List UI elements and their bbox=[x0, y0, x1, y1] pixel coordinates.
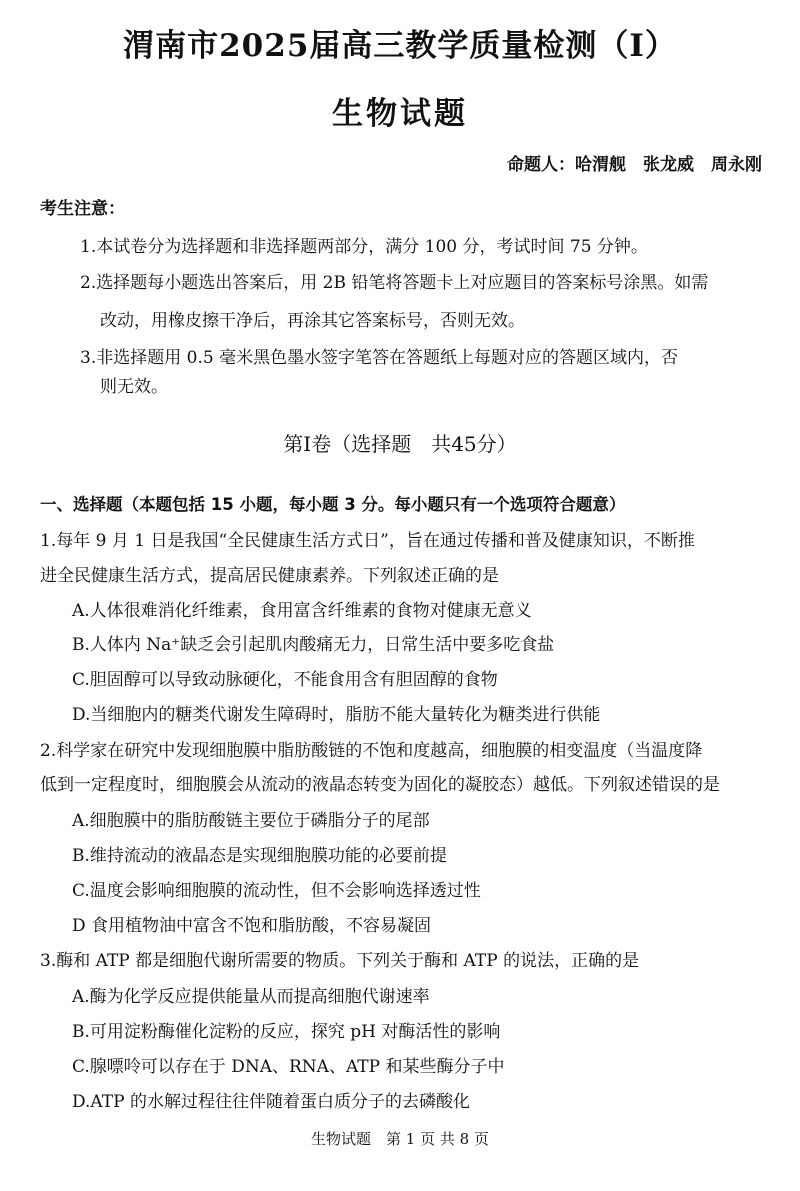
question-3-stem: 3.酶和 ATP 都是细胞代谢所需要的物质。下列关于酶和 ATP 的说法，正确的是 bbox=[40, 951, 640, 971]
question-1-stem-line-1: 1.每年 9 月 1 日是我国“全民健康生活方式日”，旨在通过传播和普及健康知识，不断推 bbox=[40, 531, 695, 551]
question-3-option-c: C.腺嘌呤可以存在于 DNA、RNA、ATP 和某些酶分子中 bbox=[72, 1057, 505, 1077]
question-2-stem-line-1: 2.科学家在研究中发现细胞膜中脂肪酸链的不饱和度越高，细胞膜的相变温度（当温度降 bbox=[40, 741, 703, 761]
question-3-option-d: D.ATP 的水解过程往往伴随着蛋白质分子的去磷酸化 bbox=[72, 1092, 470, 1112]
question-2-option-c: C.温度会影响细胞膜的流动性，但不会影响选择透过性 bbox=[72, 881, 481, 901]
notice-item-3: 3.非选择题用 0.5 毫米黑色墨水签字笔答在答题纸上每题对应的答题区域内，否 bbox=[80, 348, 679, 368]
question-3-option-a: A.酶为化学反应提供能量从而提高细胞代谢速率 bbox=[72, 987, 430, 1007]
question-1-option-c: C.胆固醇可以导致动脉硬化，不能食用含有胆固醇的食物 bbox=[72, 670, 498, 690]
question-1-option-d: D.当细胞内的糖类代谢发生障碍时，脂肪不能大量转化为糖类进行供能 bbox=[72, 705, 601, 725]
question-2-option-a: A.细胞膜中的脂肪酸链主要位于磷脂分子的尾部 bbox=[72, 811, 430, 831]
question-1-option-a: A.人体很难消化纤维素，食用富含纤维素的食物对健康无意义 bbox=[72, 601, 532, 621]
question-1-option-b: B.人体内 Na⁺缺乏会引起肌肉酸痛无力，日常生活中要多吃食盐 bbox=[72, 635, 555, 655]
subject-title: 生物试题 bbox=[332, 96, 468, 132]
question-1-stem-line-2: 进全民健康生活方式，提高居民健康素养。下列叙述正确的是 bbox=[40, 566, 499, 586]
notice-item-1: 1.本试卷分为选择题和非选择题两部分，满分 100 分，考试时间 75 分钟。 bbox=[80, 237, 648, 257]
page-footer: 生物试题 第 1 页 共 8 页 bbox=[311, 1130, 489, 1148]
section-heading: 一、选择题（本题包括 15 小题，每小题 3 分。每小题只有一个选项符合题意） bbox=[40, 495, 626, 514]
notice-item-2: 2.选择题每小题选出答案后，用 2B 铅笔将答题卡上对应题目的答案标号涂黑。如需 bbox=[80, 273, 709, 293]
question-2-stem-line-2: 低到一定程度时，细胞膜会从流动的液晶态转变为固化的凝胶态）越低。下列叙述错误的是 bbox=[40, 775, 720, 795]
question-2-option-d: D 食用植物油中富含不饱和脂肪酸，不容易凝固 bbox=[72, 916, 432, 936]
notice-item-3-cont: 则无效。 bbox=[100, 377, 168, 397]
authors-line: 命题人：哈渭舰 张龙威 周永刚 bbox=[507, 155, 762, 175]
exam-title: 渭南市2025届高三教学质量检测（Ⅰ） bbox=[123, 28, 677, 64]
question-3-option-b: B.可用淀粉酶催化淀粉的反应，探究 pH 对酶活性的影响 bbox=[72, 1022, 501, 1042]
question-2-option-b: B.维持流动的液晶态是实现细胞膜功能的必要前提 bbox=[72, 846, 447, 866]
part-title: 第Ⅰ卷（选择题 共45分） bbox=[283, 432, 517, 456]
notice-item-2-cont: 改动，用橡皮擦干净后，再涂其它答案标号，否则无效。 bbox=[100, 311, 525, 331]
notice-heading: 考生注意： bbox=[40, 199, 125, 219]
